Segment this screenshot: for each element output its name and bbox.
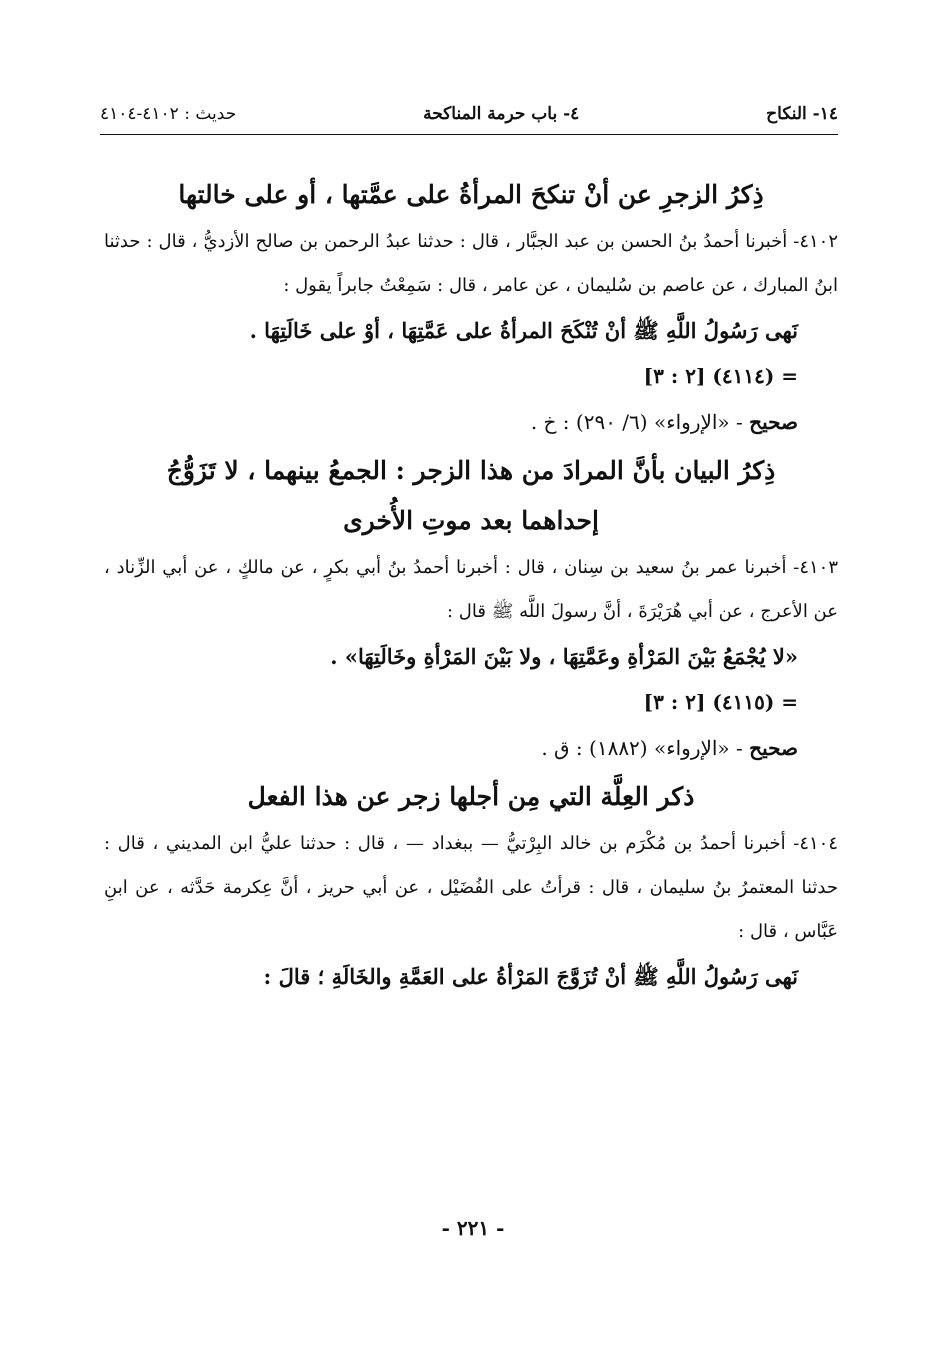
header-divider <box>100 134 838 135</box>
running-header <box>100 96 838 132</box>
grade-source: - «الإرواء» (٦/ ٢٩٠) : خ . <box>530 410 750 434</box>
narration-chain: ٤١٠٢- أخبرنا أحمدُ بنُ الحسن بن عبد الجبَّار ، قال : حدثنا عبدُ الرحمن بن صالح الأزديُّ ، قال : حدثنا ابنُ المبارك ، عن عاصم بن سُليمان ، عن عامر ، قال : سَمِعْتُ جابراً يقول : <box>104 231 838 296</box>
section-title: ذكر العِلَّة التي مِن أجلها زجر عن هذا الفعل <box>247 782 695 811</box>
authenticity-grade <box>104 724 838 772</box>
grade-source: - «الإرواء» (١٨٨٢) : ق . <box>541 736 750 760</box>
cross-reference: = (٤١١٥) [٢ : ٣] <box>643 690 798 714</box>
section-title: ذِكرُ الزجرِ عن أنْ تنكحَ المرأةُ على عمَّتها ، أو على خالتها <box>178 180 764 209</box>
hadith-range: حديث : ٤١٠٢-٤١٠٤ <box>100 104 237 124</box>
section-title: ذِكرُ البيان بأنَّ المرادَ من هذا الزجر : الجمعُ بينهما ، لا تَزَوُّجُ إحداهما بعد موتِ الأُخرى <box>166 456 776 535</box>
hadith-text: نَهى رَسُولُ اللَّهِ ﷺ أنْ تُزَوَّجَ المَرْأةُ على العَمَّةِ والخَالَةِ ؛ قالَ : <box>263 964 798 989</box>
page-body <box>104 170 838 1000</box>
chapter-title: ٤- باب حرمة المناكحة <box>423 104 580 124</box>
authenticity-grade <box>104 398 838 446</box>
page-number: - ٢٢١ - <box>441 1216 505 1240</box>
hadith-text: «لا يُجْمَعُ بَيْنَ المَرْأةِ وعَمَّتِهَا ، ولا بَيْنَ المَرْأةِ وخَالَتِهَا» . <box>330 644 798 669</box>
narration-chain: ٤١٠٤- أخبرنا أحمدُ بن مُكْرَم بن خالد البِرْتيُّ — ببغداد — ، قال : حدثنا عليُّ ابن المديني ، قال : حدثنا المعتمرُ بنُ سليمان ، قال : قرأتُ على الفُضَيْل ، عن أبي حريز ، أنَّ عِكرمة حَدَّثه ، عن ابنِ عَبَّاس ، قال : <box>104 833 838 942</box>
grade-label: صحيح <box>749 410 798 434</box>
hadith-text: نَهى رَسُولُ اللَّهِ ﷺ أنْ تُنْكَحَ المرأةُ على عَمَّتِهَا ، أوْ على خَالَتِهَا . <box>249 318 798 343</box>
cross-reference: = (٤١١٤) [٢ : ٣] <box>643 364 798 388</box>
narration-chain: ٤١٠٣- أخبرنا عمر بنُ سعيد بن سِنان ، قال : أخبرنا أحمدُ بنُ أبي بكرٍ ، عن مالكٍ ، عن أبي الزِّناد ، عن الأعرج ، عن أبي هُرَيْرَةَ ، أنَّ رسولَ اللَّه ﷺ قال : <box>104 557 838 622</box>
grade-label: صحيح <box>749 736 798 760</box>
book-section-label: ١٤- النكاح <box>766 104 838 124</box>
